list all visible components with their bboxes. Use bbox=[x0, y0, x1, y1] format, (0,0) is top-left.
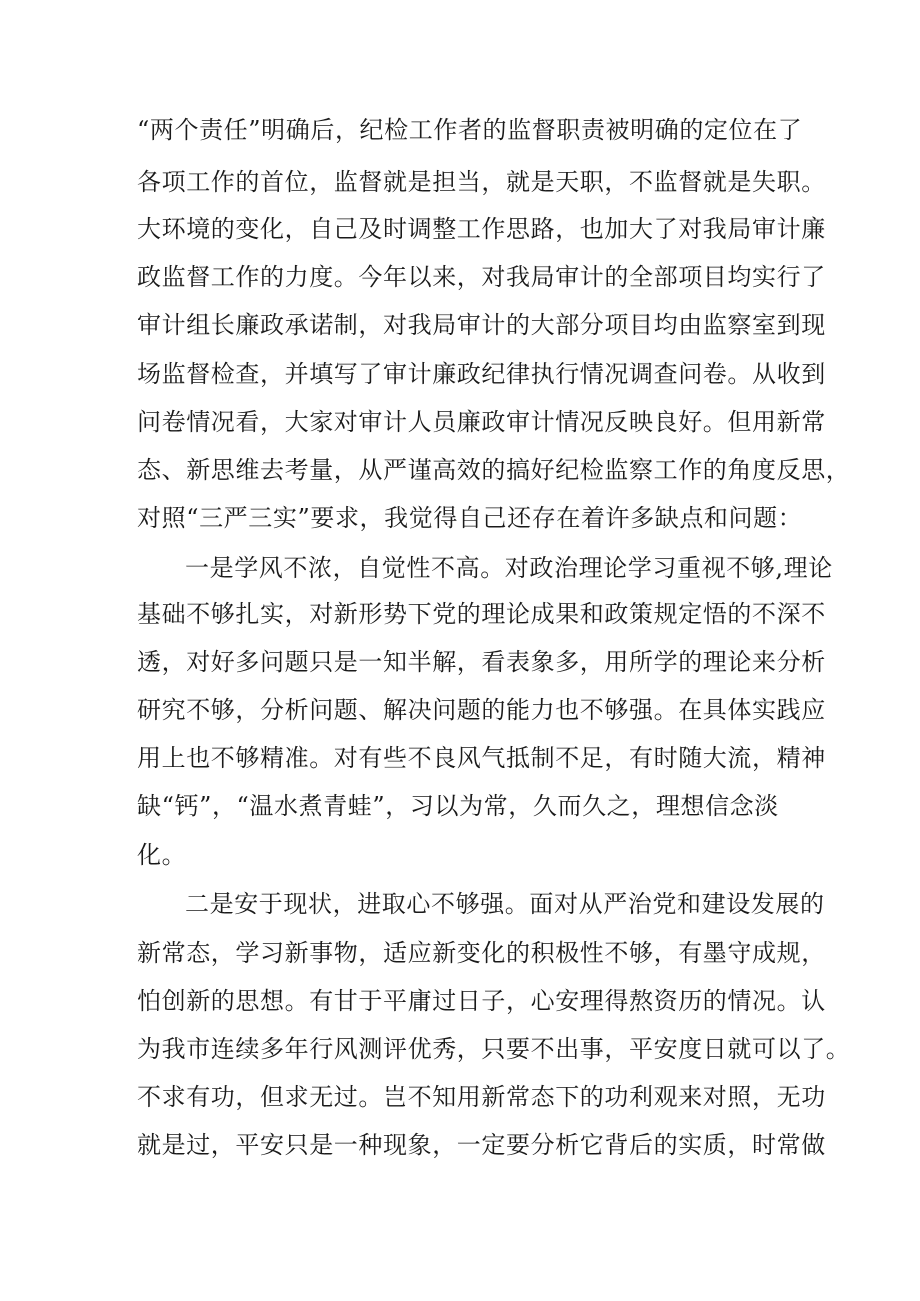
paragraph-line: 化。 bbox=[137, 841, 187, 869]
paragraph-line: “两个责任”明确后，纪检工作者的监督职责被明确的定位在了 bbox=[137, 116, 803, 144]
paragraph-line: 审计组长廉政承诺制，对我局审计的大部分项目均由监察室到现 bbox=[137, 311, 826, 339]
paragraph-line: 新常态，学习新事物，适应新变化的积极性不够，有墨守成规， bbox=[137, 939, 826, 967]
paragraph-line: 用上也不够精准。对有些不良风气抵制不足，有时随大流，精神 bbox=[137, 744, 826, 772]
paragraph-line: 就是过，平安只是一种现象，一定要分析它背后的实质，时常做 bbox=[137, 1131, 826, 1159]
paragraph-line: 对照“三严三实”要求，我觉得自己还存在着许多缺点和问题： bbox=[137, 504, 803, 532]
paragraph-line: 政监督工作的力度。今年以来，对我局审计的全部项目均实行了 bbox=[137, 263, 826, 291]
paragraph-line: 缺“钙”，“温水煮青蛙”，习以为常，久而久之，理想信念淡 bbox=[137, 792, 779, 820]
paragraph-line: 怕创新的思想。有甘于平庸过日子，心安理得熬资历的情况。认 bbox=[137, 987, 826, 1015]
paragraph-line: 透，对好多问题只是一知半解，看表象多，用所学的理论来分析 bbox=[137, 648, 826, 676]
paragraph-line: 基础不够扎实，对新形势下党的理论成果和政策规定悟的不深不 bbox=[137, 600, 826, 628]
paragraph-line: 各项工作的首位，监督就是担当，就是天职，不监督就是失职。 bbox=[137, 168, 826, 196]
paragraph-line: 研究不够，分析问题、解决问题的能力也不够强。在具体实践应 bbox=[137, 696, 826, 724]
paragraph-line: 问卷情况看，大家对审计人员廉政审计情况反映良好。但用新常 bbox=[137, 408, 826, 436]
paragraph-line: 为我市连续多年行风测评优秀，只要不出事，平安度日就可以了。 bbox=[137, 1035, 851, 1063]
paragraph-line: 态、新思维去考量，从严谨高效的搞好纪检监察工作的角度反思， bbox=[137, 456, 851, 484]
paragraph-line: 大环境的变化，自己及时调整工作思路，也加大了对我局审计廉 bbox=[137, 215, 826, 243]
paragraph-line: 一是学风不浓，自觉性不高。对政治理论学习重视不够,理论 bbox=[185, 554, 833, 582]
paragraph-line: 场监督检查，并填写了审计廉政纪律执行情况调查问卷。从收到 bbox=[137, 360, 826, 388]
paragraph-line: 二是安于现状，进取心不够强。面对从严治党和建设发展的 bbox=[185, 890, 825, 918]
paragraph-line: 不求有功，但求无过。岂不知用新常态下的功利观来对照，无功 bbox=[137, 1083, 826, 1111]
